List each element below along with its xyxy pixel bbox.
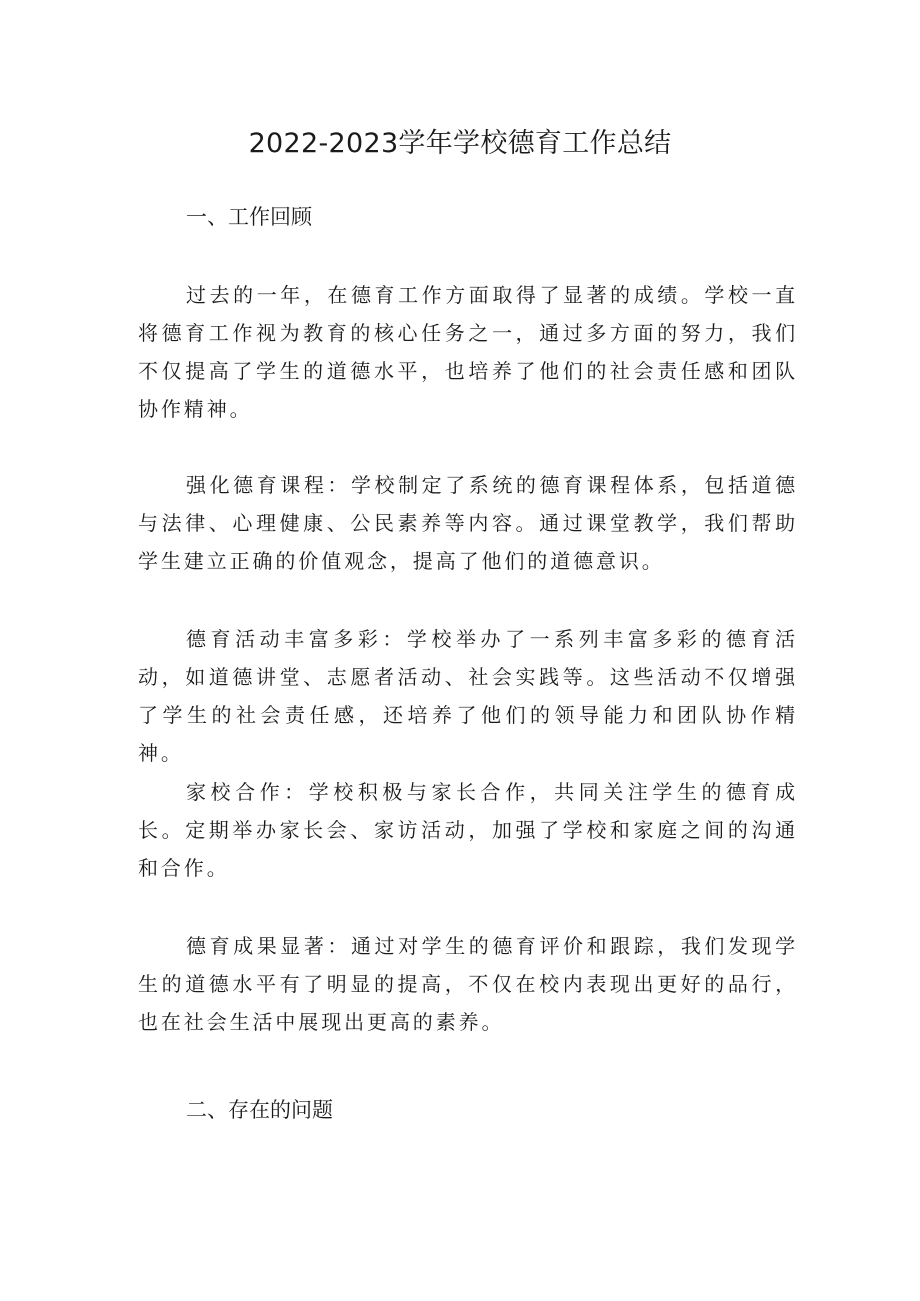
paragraph-moral-curriculum: 强化德育课程：学校制定了系统的德育课程体系，包括道德与法律、心理健康、公民素养等内容。通过课堂教学，我们帮助学生建立正确的价值观念，提高了他们的道德意识。 (138, 473, 798, 573)
paragraph-home-school-cooperation: 家校合作：学校积极与家长合作，共同关注学生的德育成长。定期举办家长会、家访活动，加强了学校和家庭之间的沟通和合作。 (138, 780, 798, 880)
section-heading-existing-problems: 二、存在的问题 (186, 1098, 333, 1122)
section-heading-work-review: 一、工作回顾 (186, 205, 312, 229)
paragraph-overview: 过去的一年，在德育工作方面取得了显著的成绩。学校一直将德育工作视为教育的核心任务之一，通过多方面的努力，我们不仅提高了学生的道德水平，也培养了他们的社会责任感和团队协作精神。 (138, 283, 798, 421)
document-title: 2022-2023学年学校德育工作总结 (248, 128, 672, 159)
paragraph-moral-results: 德育成果显著：通过对学生的德育评价和跟踪，我们发现学生的道德水平有了明显的提高，不仅在校内表现出更好的品行，也在社会生活中展现出更高的素养。 (138, 934, 798, 1034)
paragraph-moral-activities: 德育活动丰富多彩：学校举办了一系列丰富多彩的德育活动，如道德讲堂、志愿者活动、社会实践等。这些活动不仅增强了学生的社会责任感，还培养了他们的领导能力和团队协作精神。 (138, 627, 798, 765)
